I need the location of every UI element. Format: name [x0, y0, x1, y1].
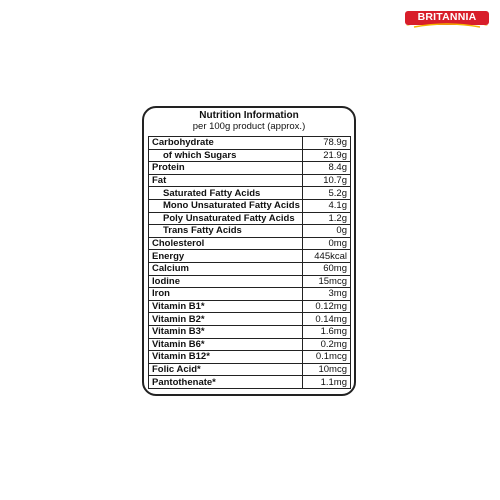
nutrient-name: Protein	[149, 162, 303, 175]
table-row	[149, 275, 351, 288]
nutrient-value: 0.14mg	[303, 313, 351, 326]
table-row	[149, 187, 351, 200]
table-row	[149, 225, 351, 238]
nutrient-name: of which Sugars	[149, 149, 303, 162]
table-row	[149, 325, 351, 338]
nutrient-value: 0.12mg	[303, 300, 351, 313]
table-row	[149, 212, 351, 225]
table-row	[149, 288, 351, 301]
table-row	[149, 237, 351, 250]
table-row	[149, 250, 351, 263]
nutrient-name: Vitamin B1*	[149, 300, 303, 313]
nutrient-name: Trans Fatty Acids	[149, 225, 303, 238]
nutrient-value: 445kcal	[303, 250, 351, 263]
nutrient-name: Vitamin B2*	[149, 313, 303, 326]
table-row	[149, 300, 351, 313]
nutrient-value: 5.2g	[303, 187, 351, 200]
panel-header	[144, 110, 354, 132]
panel-title: Nutrition Information	[199, 110, 299, 121]
nutrient-name: Iodine	[149, 275, 303, 288]
nutrient-name: Pantothenate*	[149, 376, 303, 389]
nutrient-name: Saturated Fatty Acids	[149, 187, 303, 200]
table-row	[149, 338, 351, 351]
nutrient-value: 0g	[303, 225, 351, 238]
nutrient-value: 1.2g	[303, 212, 351, 225]
nutrient-name: Calcium	[149, 262, 303, 275]
nutrient-name: Iron	[149, 288, 303, 301]
nutrient-name: Energy	[149, 250, 303, 263]
nutrient-value: 0.2mg	[303, 338, 351, 351]
nutrient-value: 21.9g	[303, 149, 351, 162]
panel-subtitle: per 100g product (approx.)	[192, 121, 306, 132]
nutrient-name: Mono Unsaturated Fatty Acids	[149, 199, 303, 212]
nutrition-panel	[142, 106, 356, 396]
nutrient-value: 10mcg	[303, 363, 351, 376]
nutrient-name: Fat	[149, 174, 303, 187]
table-row	[149, 351, 351, 364]
nutrient-name: Carbohydrate	[149, 137, 303, 150]
nutrient-value: 1.1mg	[303, 376, 351, 389]
logo-text: BRITANNIA	[417, 11, 477, 23]
nutrient-value: 0.1mcg	[303, 351, 351, 364]
nutrient-name: Poly Unsaturated Fatty Acids	[149, 212, 303, 225]
britannia-logo	[404, 6, 490, 32]
table-row	[149, 313, 351, 326]
nutrient-name: Vitamin B3*	[149, 325, 303, 338]
nutrient-name: Cholesterol	[149, 237, 303, 250]
nutrient-value: 10.7g	[303, 174, 351, 187]
nutrient-name: Vitamin B12*	[149, 351, 303, 364]
table-row	[149, 262, 351, 275]
nutrient-value: 0mg	[303, 237, 351, 250]
nutrient-value: 78.9g	[303, 137, 351, 150]
nutrient-value: 4.1g	[303, 199, 351, 212]
nutrient-value: 3mg	[303, 288, 351, 301]
table-row	[149, 137, 351, 150]
table-row	[149, 376, 351, 389]
table-row	[149, 149, 351, 162]
nutrition-table	[148, 136, 351, 389]
nutrient-value: 1.6mg	[303, 325, 351, 338]
nutrient-value: 8.4g	[303, 162, 351, 175]
table-row	[149, 363, 351, 376]
nutrient-value: 60mg	[303, 262, 351, 275]
nutrient-value: 15mcg	[303, 275, 351, 288]
table-row	[149, 199, 351, 212]
table-row	[149, 162, 351, 175]
nutrient-name: Folic Acid*	[149, 363, 303, 376]
table-row	[149, 174, 351, 187]
nutrient-name: Vitamin B6*	[149, 338, 303, 351]
